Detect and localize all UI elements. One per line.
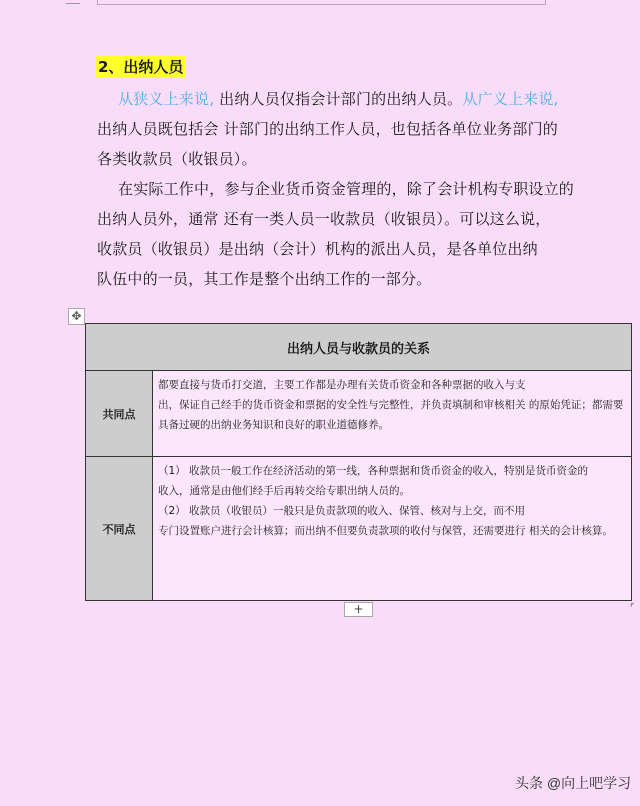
paragraph-2-line-3: 收款员（收银员）是出纳（会计）机构的派出人员，是各单位出纳 (97, 240, 538, 258)
table-title: 出纳人员与收款员的关系 (86, 324, 632, 371)
watermark: 头条 @向上吧学习 (515, 775, 632, 791)
paragraph-1-text: 出纳人员仅指会计部门的出纳人员。 (219, 90, 463, 108)
row-label-common: 共同点 (86, 371, 153, 457)
row-label-difference: 不同点 (86, 457, 153, 601)
page-corner-mark (66, 0, 80, 4)
relationship-table (85, 323, 632, 601)
section-heading: 2、出纳人员 (98, 58, 184, 76)
page-header-rule (97, 0, 546, 5)
difference-line-2: 收入，通常是由他们经手后再转交给专职出纳人员的。 (158, 485, 410, 497)
common-line-2: 出，保证自己经手的货币资金和票据的安全性与完整性，并负责填制和审核相关 的原始凭证；都需要 (158, 399, 624, 411)
row-content-common (153, 371, 632, 457)
paragraph-2-line-4: 队伍中的一员，其工作是整个出纳工作的一部分。 (97, 270, 432, 288)
common-line-1: 都要直接与货币打交道，主要工作都是办理有关货币资金和各种票据的收入与支 (158, 379, 526, 391)
table-move-handle[interactable] (68, 308, 85, 325)
paragraph-1-line-3: 各类收款员（收银员）。 (97, 150, 257, 168)
paragraph-2-line-2: 出纳人员外，通常 还有一类人员一收款员（收银员）。可以这么说， (97, 210, 551, 228)
common-line-3: 具备过硬的出纳业务知识和良好的职业道德修养。 (158, 419, 389, 431)
paragraph-1-line-1 (118, 84, 559, 114)
add-row-button[interactable] (344, 602, 373, 617)
highlight-broad-sense: 从广义上来说, (462, 90, 559, 108)
paragraph-2-line-1: 在实际工作中，参与企业货币资金管理的，除了会计机构专职设立的 (118, 180, 575, 198)
paragraph-1-line-2: 出纳人员既包括会 计部门的出纳工作人员，也包括各单位业务部门的 (97, 120, 558, 138)
row-content-difference (153, 457, 632, 601)
difference-line-4: 专门设置账户进行会计核算；而出纳不但要负责款项的收付与保管，还需要进行 相关的会计核算。 (158, 525, 613, 537)
difference-line-3: （2） 收款员（收银员）一般只是负责款项的收入、保管、核对与上交，而不用 (158, 505, 526, 517)
table-resize-handle[interactable]: ⌜ (630, 603, 635, 614)
highlight-narrow-sense: 从狭义上来说, (118, 90, 215, 108)
difference-line-1: （1） 收款员一般工作在经济活动的第一线，各种票据和货币资金的收入，特别是货币资金的 (158, 465, 589, 477)
plus-icon: + (353, 602, 364, 616)
move-arrows-icon: ✥ (71, 309, 82, 323)
